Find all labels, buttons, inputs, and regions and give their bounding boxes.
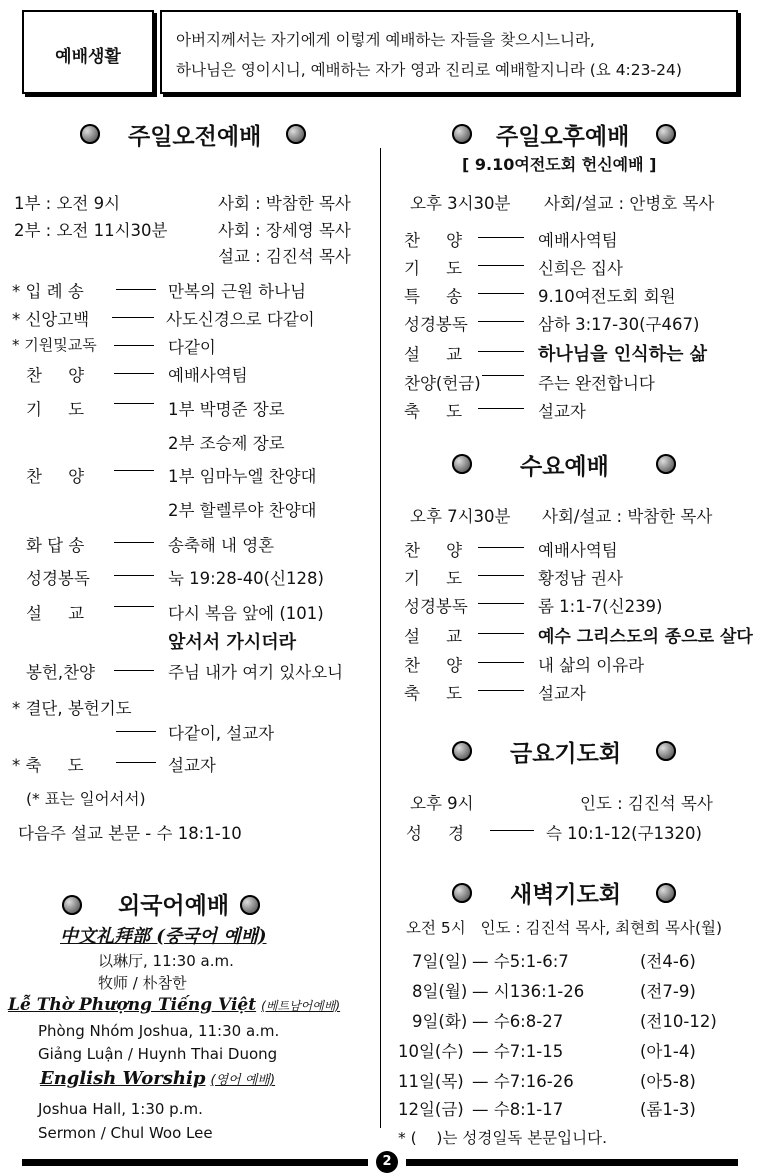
order-label: 성경봉독 — [404, 597, 468, 616]
next-week-sermon: 다음주 설교 본문 - 수 18:1-10 — [18, 824, 242, 843]
order-value: 설교자 — [168, 756, 216, 775]
dash — [478, 633, 524, 634]
sermon-title: 앞서서 가시더라 — [168, 632, 296, 653]
dawn-text: — 시136:1-26 — [472, 982, 585, 1001]
bullet-icon — [656, 454, 676, 474]
dash — [112, 317, 154, 318]
section-label: 예배생활 — [55, 47, 121, 67]
order-label: 찬양(헌금) — [404, 374, 481, 393]
friday-title: 금요기도회 — [510, 741, 622, 767]
order-label: 설 교 — [404, 345, 463, 364]
dash — [114, 606, 154, 607]
order-label: 봉헌,찬양 — [26, 663, 96, 682]
sunday-am-title: 주일오전예배 — [128, 124, 262, 150]
order-label: 찬 양 — [404, 541, 463, 560]
bullet-icon — [656, 741, 676, 761]
dawn-title: 새벽기도회 — [510, 882, 622, 908]
dash — [114, 575, 154, 576]
dawn-text: — 수5:1-6:7 — [472, 952, 569, 971]
order-value: 예배사역팀 — [538, 231, 618, 250]
dawn-ref: (아5-8) — [640, 1072, 696, 1091]
english-line-2: Sermon / Chul Woo Lee — [38, 1124, 213, 1142]
dawn-day: 12일(금) — [398, 1100, 464, 1119]
dash — [114, 542, 154, 543]
order-label: 찬 양 — [26, 467, 85, 486]
chinese-line-1: 以琳厅, 11:30 a.m. — [98, 952, 234, 970]
dawn-passage: 수7:16-26 — [493, 1072, 574, 1091]
dawn-note: * ( )는 성경일독 본문입니다. — [398, 1129, 607, 1147]
wednesday-leader: 사회/설교 : 박참한 목사 — [542, 507, 713, 526]
verse-box — [160, 10, 738, 94]
order-label: * 결단, 봉헌기도 — [12, 699, 132, 718]
order-value: 주님 내가 여기 있사오니 — [168, 663, 344, 682]
viet-sub: (베트남어예배) — [261, 999, 341, 1013]
dash — [116, 731, 156, 732]
dash — [478, 603, 524, 604]
order-value: 송축해 내 영혼 — [168, 536, 275, 555]
order-value: 1부 박명준 장로 — [168, 400, 285, 419]
footer-rule-right — [406, 1159, 738, 1166]
preacher: 설교 : 김진석 목사 — [218, 247, 351, 266]
order-value: 다같이, 설교자 — [168, 724, 275, 743]
dawn-passage: 수5:1-6:7 — [493, 952, 569, 971]
dash — [478, 321, 524, 322]
service-1-time: 1부 : 오전 9시 — [14, 194, 121, 213]
dawn-passage: 시136:1-26 — [493, 982, 585, 1001]
english-title: English Worship — [40, 1068, 206, 1089]
order-value: 슥 10:1-12(구1320) — [546, 824, 702, 843]
dash — [114, 373, 154, 374]
bullet-icon — [80, 124, 100, 144]
dawn-ref: (전10-12) — [640, 1012, 717, 1031]
dawn-day: 9일(화) — [412, 1012, 468, 1031]
dawn-ref: (전4-6) — [640, 952, 696, 971]
verse-line-1: 아버지께서는 자기에게 이렇게 예배하는 자들을 찾으시느니라, — [176, 31, 595, 49]
order-label: 성 경 — [406, 824, 465, 843]
dash — [114, 470, 154, 471]
order-value-2: 2부 할렐루야 찬양대 — [168, 501, 317, 520]
dash — [114, 670, 154, 671]
bullet-icon — [452, 124, 472, 144]
sunday-pm-subtitle: [ 9.10여전도회 헌신예배 ] — [462, 155, 657, 174]
order-label: 찬 양 — [404, 231, 463, 250]
footer-rule-left — [22, 1159, 368, 1166]
dash — [478, 690, 524, 691]
dash — [478, 408, 524, 409]
order-value: 다같이 — [168, 338, 216, 357]
chinese-line-2: 牧师 / 朴참한 — [98, 974, 187, 992]
english-line-1: Joshua Hall, 1:30 p.m. — [38, 1100, 203, 1118]
viet-title: Lễ Thờ Phượng Tiếng Việt — [8, 995, 257, 1015]
order-label: 축 도 — [404, 402, 463, 421]
sunday-pm-leader: 사회/설교 : 안병호 목사 — [544, 194, 715, 213]
order-label: 특 송 — [404, 287, 463, 306]
order-label: * 신앙고백 — [12, 310, 90, 329]
service-2-time: 2부 : 오전 11시30분 — [14, 221, 168, 240]
order-value: 9.10여전도회 회원 — [538, 287, 676, 306]
order-label: 찬 양 — [404, 656, 463, 675]
dash — [478, 662, 524, 663]
dash — [478, 547, 524, 548]
order-label: 기 도 — [404, 259, 463, 278]
leader-1: 사회 : 박참한 목사 — [218, 194, 351, 213]
dawn-passage: 수6:8-27 — [493, 1012, 564, 1031]
column-divider — [380, 148, 381, 1128]
bullet-icon — [656, 883, 676, 903]
order-label: 기 도 — [404, 569, 463, 588]
dawn-ref: (롬1-3) — [640, 1100, 696, 1119]
dash — [478, 293, 524, 294]
section-label-box — [22, 10, 154, 94]
order-label: * 기원및교독 — [12, 336, 97, 354]
dash — [116, 762, 156, 763]
dash — [478, 237, 524, 238]
viet-line-2: Giảng Luận / Huynh Thai Duong — [38, 1045, 278, 1063]
wednesday-title: 수요예배 — [520, 454, 609, 480]
bullet-icon — [240, 895, 260, 915]
dawn-text: — 수6:8-27 — [472, 1012, 564, 1031]
foreign-title: 외국어예배 — [118, 893, 230, 919]
order-value: 황정남 권사 — [538, 569, 623, 588]
sermon-title: 예수 그리스도의 종으로 살다 — [538, 627, 753, 647]
dawn-ref: (전7-9) — [640, 982, 696, 1001]
english-sub: (영어 예배) — [210, 1073, 276, 1088]
dawn-day: 7일(일) — [412, 952, 468, 971]
dawn-day: 11일(목) — [398, 1072, 464, 1091]
order-value: 예배사역팀 — [168, 366, 248, 385]
order-value: 예배사역팀 — [538, 541, 618, 560]
dash — [114, 345, 154, 346]
order-label: 성경봉독 — [404, 315, 468, 334]
order-label: * 입 례 송 — [12, 282, 84, 301]
standing-note: (* 표는 일어서서) — [26, 790, 146, 808]
order-label: 설 교 — [404, 627, 463, 646]
leader-2: 사회 : 장세영 목사 — [218, 221, 351, 240]
dash — [482, 375, 524, 376]
sunday-pm-title: 주일오후예배 — [496, 124, 630, 150]
dawn-text: — 수8:1-17 — [472, 1100, 564, 1119]
bullet-icon — [452, 741, 472, 761]
order-value: 눅 19:28-40(신128) — [168, 569, 324, 588]
order-label: 기 도 — [26, 400, 85, 419]
viet-title-line — [8, 995, 340, 1015]
page-number: 2 — [376, 1151, 398, 1173]
order-label: * 축 도 — [12, 756, 84, 775]
friday-time: 오후 9시 — [410, 794, 474, 813]
bullet-icon — [452, 454, 472, 474]
order-value: 신희은 집사 — [538, 259, 623, 278]
order-value: 1부 임마누엘 찬양대 — [168, 467, 317, 486]
order-label: 설 교 — [26, 604, 85, 623]
order-value: 사도신경으로 다같이 — [166, 310, 315, 329]
dash — [478, 265, 524, 266]
sunday-pm-time: 오후 3시30분 — [410, 194, 511, 213]
bullet-icon — [656, 124, 676, 144]
dash — [478, 575, 524, 576]
friday-leader: 인도 : 김진석 목사 — [580, 794, 713, 813]
order-value: 내 삶의 이유라 — [538, 656, 645, 675]
dawn-day: 8일(월) — [412, 982, 468, 1001]
dawn-day: 10일(수) — [398, 1042, 464, 1061]
dawn-text: — 수7:1-15 — [472, 1042, 564, 1061]
dawn-text: — 수7:16-26 — [472, 1072, 574, 1091]
bullet-icon — [286, 124, 306, 144]
wednesday-time: 오후 7시30분 — [410, 507, 511, 526]
dash — [490, 830, 534, 831]
order-value: 롬 1:1-7(신239) — [538, 597, 663, 616]
english-title-line — [40, 1068, 275, 1089]
dawn-passage: 수7:1-15 — [493, 1042, 564, 1061]
order-value: 설교자 — [538, 402, 586, 421]
sermon-title: 하나님을 인식하는 삶 — [538, 344, 708, 365]
order-label: 축 도 — [404, 684, 463, 703]
bullet-icon — [452, 883, 472, 903]
viet-line-1: Phòng Nhóm Joshua, 11:30 a.m. — [38, 1022, 280, 1040]
dash — [478, 351, 524, 352]
chinese-title: 中文礼拜部 (중국어 예배) — [60, 926, 267, 947]
order-label: 찬 양 — [26, 366, 85, 385]
dawn-info: 오전 5시 인도 : 김진석 목사, 최현희 목사(월) — [406, 919, 723, 937]
dawn-passage: 수8:1-17 — [493, 1100, 564, 1119]
order-value-2: 2부 조승제 장로 — [168, 434, 285, 453]
order-value: 삼하 3:17-30(구467) — [538, 315, 700, 334]
order-label: 성경봉독 — [26, 569, 90, 588]
order-value: 설교자 — [538, 684, 586, 703]
dash — [116, 289, 156, 290]
order-value: 만복의 근원 하나님 — [168, 282, 307, 301]
verse-line-2: 하나님은 영이시니, 예배하는 자가 영과 진리로 예배할지니라 (요 4:23-24) — [176, 61, 682, 79]
dash — [114, 403, 154, 404]
dawn-ref: (아1-4) — [640, 1042, 696, 1061]
order-value: 다시 복음 앞에 (101) — [168, 604, 324, 623]
order-label: 화 답 송 — [26, 536, 85, 555]
bullet-icon — [62, 895, 82, 915]
order-value: 주는 완전합니다 — [538, 374, 655, 393]
